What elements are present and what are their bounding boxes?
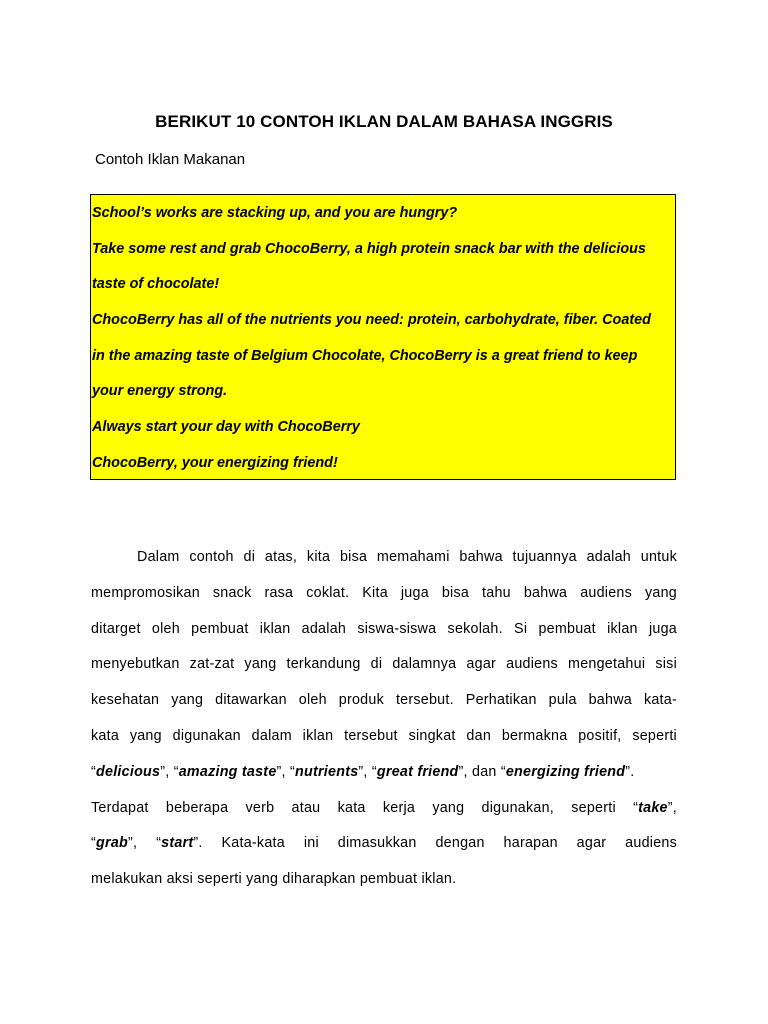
advertisement-box <box>90 194 676 480</box>
section-subtitle: Contoh Iklan Makanan <box>95 151 246 168</box>
quote-separator: ”. <box>625 763 635 780</box>
paragraph-text: ”. Kata-kata ini dimasukkan dengan harapan agar audiens <box>193 835 677 852</box>
quote-separator: ”, “ <box>160 763 179 780</box>
paragraph-line: menyebutkan zat-zat yang terkandung di dalamnya agar audiens mengetahui sisi <box>91 656 677 673</box>
explanation-paragraph <box>91 540 677 898</box>
quote-separator: ”, <box>667 799 677 816</box>
ad-line: Always start your day with ChocoBerry <box>92 419 360 436</box>
paragraph-line: ditarget oleh pembuat iklan adalah siswa-siswa sekolah. Si pembuat iklan juga <box>91 620 677 637</box>
paragraph-text: Terdapat beberapa verb atau kata kerja yang digunakan, seperti “ <box>91 799 639 816</box>
ad-line: ChocoBerry has all of the nutrients you need: protein, carbohydrate, fiber. Coated <box>92 312 651 329</box>
paragraph-line: melakukan aksi seperti yang diharapkan pembuat iklan. <box>91 871 457 888</box>
paragraph-line-verbs-cont <box>91 826 677 862</box>
paragraph-line: kata yang digunakan dalam iklan tersebut singkat dan bermakna positif, seperti <box>91 727 677 744</box>
quote-separator: ”, “ <box>128 835 162 852</box>
quoted-term: nutrients <box>295 763 359 780</box>
quote-separator: ”, “ <box>276 763 295 780</box>
quoted-term: take <box>638 799 668 816</box>
ad-line: Take some rest and grab ChocoBerry, a high protein snack bar with the delicious <box>92 240 646 257</box>
quote-mark: “ <box>91 835 97 852</box>
paragraph-line: Dalam contoh di atas, kita bisa memahami bahwa tujuannya adalah untuk <box>137 549 677 565</box>
ad-line: in the amazing taste of Belgium Chocolate, ChocoBerry is a great friend to keep <box>92 347 638 364</box>
quoted-term: great friend <box>376 763 459 780</box>
quoted-term: amazing taste <box>178 763 277 780</box>
paragraph-line: kesehatan yang ditawarkan oleh produk tersebut. Perhatikan pula bahwa kata- <box>91 692 677 709</box>
quote-mark: “ <box>91 763 97 780</box>
quote-separator: ”, dan “ <box>458 763 506 780</box>
ad-line: taste of chocolate! <box>92 276 220 293</box>
paragraph-line: mempromosikan snack rasa coklat. Kita juga bisa tahu bahwa audiens yang <box>91 584 677 601</box>
quoted-term: grab <box>96 835 128 852</box>
ad-line: School’s works are stacking up, and you are hungry? <box>92 205 458 221</box>
paragraph-line-quoted-terms <box>91 755 677 791</box>
page-title: BERIKUT 10 CONTOH IKLAN DALAM BAHASA INGGRIS <box>155 112 613 131</box>
ad-line: your energy strong. <box>92 383 228 400</box>
ad-line: ChocoBerry, your energizing friend! <box>92 454 338 471</box>
quote-separator: ”, “ <box>358 763 377 780</box>
quoted-term: start <box>161 835 194 852</box>
quoted-term: delicious <box>96 763 161 780</box>
quoted-term: energizing friend <box>505 763 626 780</box>
paragraph-line-verbs <box>91 791 677 827</box>
